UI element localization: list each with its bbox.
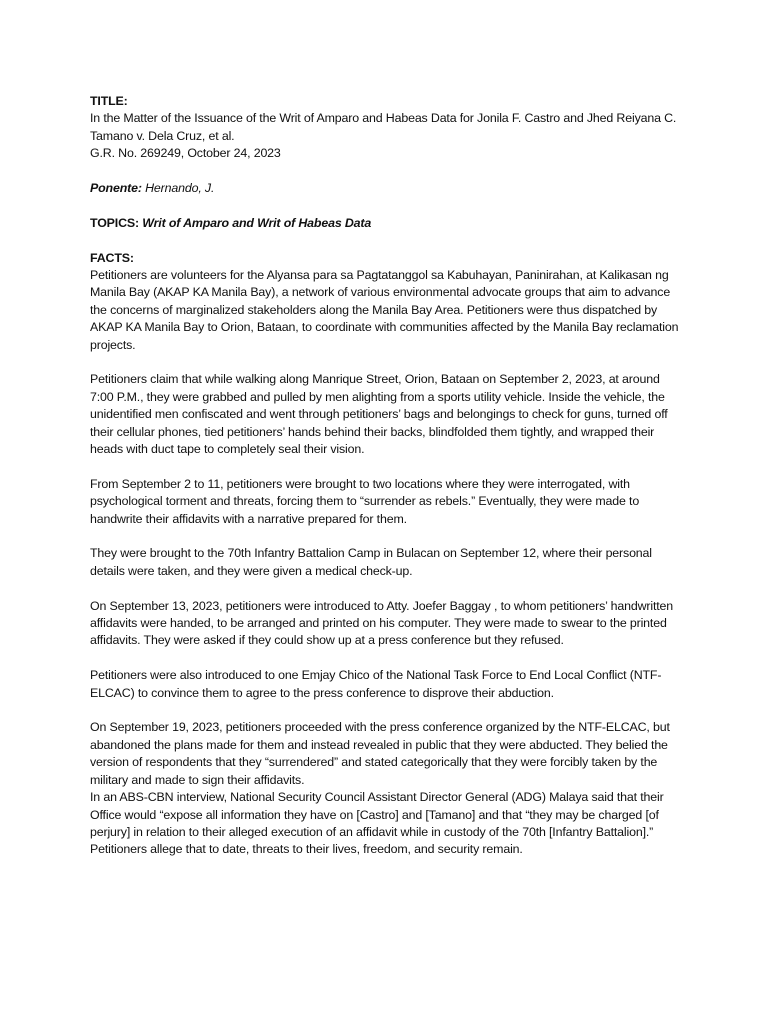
facts-paragraph-3: From September 2 to 11, petitioners were brought to two locations where they were interrogated, with psychological torment and threats, forcing them to “surrender as rebels.” Eventually, they were made to handwrite their affidavits with a narrative prepared for them.	[90, 476, 640, 526]
case-citation: G.R. No. 269249, October 24, 2023	[90, 146, 281, 161]
ponente-label: Ponente:	[90, 181, 142, 196]
ponente-value: Hernando, J.	[145, 181, 215, 196]
topics-value: Writ of Amparo and Writ of Habeas Data	[142, 215, 372, 230]
facts-paragraph-1: Petitioners are volunteers for the Alyansa para sa Pagtatanggol sa Kabuhayan, Paninirahan, at Kalikasan ng Manila Bay (AKAP KA Manila Bay), a network of various environmental advocate groups that aim to advance the concerns of marginalized stakeholders along the Manila Bay Area. Petitioners were thus dispatched by AKAP KA Manila Bay to Orion, Bataan, to coordinate with communities affected by the Manila Bay reclamation projects.	[90, 268, 679, 352]
case-name: In the Matter of the Issuance of the Writ of Amparo and Habeas Data for Jonila F. Castro and Jhed Reiyana C. Tamano v. Dela Cruz, et al.	[90, 111, 677, 143]
facts-paragraph-2: Petitioners claim that while walking along Manrique Street, Orion, Bataan on September 2, 2023, at around 7:00 P.M., they were grabbed and pulled by men alighting from a sports utility vehicle. Inside the vehicle, the unidentified men confiscated and went through petitioners’ bags and belongings to check for guns, turned off their cellular phones, tied petitioners’ hands behind their backs, blindfolded them tightly, and wrapped their heads with duct tape to completely seal their vision.	[90, 372, 668, 457]
facts-heading-block	[90, 250, 682, 267]
document-page	[90, 93, 682, 876]
facts-heading: FACTS:	[90, 250, 134, 265]
facts-paragraph-6: Petitioners were also introduced to one Emjay Chico of the National Task Force to End Local Conflict (NTF-ELCAC) to convince them to agree to the press conference to disprove their abduction.	[90, 668, 662, 700]
facts-final-block	[90, 719, 682, 858]
facts-threats-paragraph: Petitioners allege that to date, threats to their lives, freedom, and security remain.	[90, 842, 523, 857]
facts-interview-paragraph: In an ABS-CBN interview, National Security Council Assistant Director General (ADG) Malaya said that their Office would “expose all information they have on [Castro] and [Tamano] and that “they may be charged [of perjury] in relation to their alleged execution of an affidavit while in custody of the 70th [Infantry Battalion].”	[90, 790, 664, 839]
facts-paragraph-4: They were brought to the 70th Infantry Battalion Camp in Bulacan on September 12, where their personal details were taken, and they were given a medical check-up.	[90, 546, 652, 578]
facts-paragraph-5: On September 13, 2023, petitioners were introduced to Atty. Joefer Baggay , to whom petitioners’ handwritten affidavits were handed, to be arranged and printed on his computer. They were made to swear to the printed affidavits. They were asked if they could show up at a press conference but they refused.	[90, 598, 674, 648]
title-heading: TITLE:	[90, 94, 128, 108]
topics-label: TOPICS:	[90, 215, 139, 230]
ponente-line	[90, 180, 682, 197]
facts-press-conference-paragraph: On September 19, 2023, petitioners proceeded with the press conference organized by the NTF-ELCAC, but abandoned the plans made for them and instead revealed in public that they were abducted. They belied the version of respondents that they “surrendered” and stated categorically that they were forcibly taken by the military and made to sign their affidavits.	[90, 720, 670, 787]
title-section	[90, 93, 682, 163]
topics-line	[90, 215, 682, 232]
